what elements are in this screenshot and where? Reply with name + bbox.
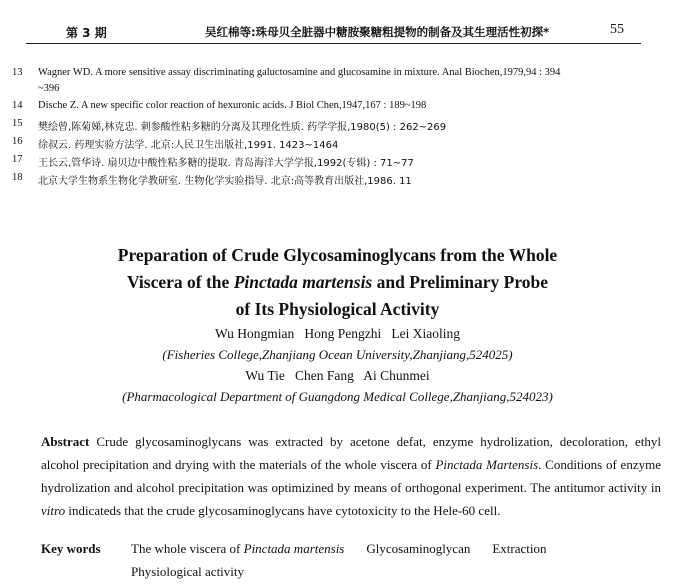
abstract-in-vitro: vitro: [41, 503, 66, 518]
affiliation-2: (Pharmacological Department of Guangdong Medical College,Zhanjiang,524023): [122, 389, 553, 404]
issue-label: 第 3 期: [66, 26, 107, 40]
title-text: and Preliminary Probe: [372, 272, 549, 292]
reference-number: 14: [12, 100, 23, 111]
reference-text: Dische Z. A new specific color reaction of hexuronic acids. J Biol Chen,1947,167 : 189~198: [38, 100, 427, 111]
title-line-3: of Its Physiological Activity: [235, 299, 440, 319]
reference-text: 樊绘曾,陈菊娣,林克忠. 刺参酸性粘多糖的分离及其理化性质. 药学学报,1980(5) : 262~269: [38, 122, 447, 133]
header-rule: [26, 43, 641, 44]
keyword: [131, 541, 344, 556]
reference-text: Wagner WD. A more sensitive assay discriminating galuctosamine and glucosamine in mixture. Anal Biochen,1979,94 : 394: [38, 67, 561, 78]
reference-number: 16: [12, 136, 23, 147]
reference-text: 徐叔云. 药理实验方法学. 北京:人民卫生出版社,1991. 1423~1464: [38, 140, 339, 151]
keywords-label: Key words: [41, 541, 101, 556]
running-title: 吴红棉等:珠母贝全脏器中糖胺聚糖粗提物的制备及其生理活性初探*: [205, 25, 550, 39]
reference-number: 18: [12, 172, 23, 183]
reference-text-cont: ~396: [38, 83, 60, 94]
abstract-text: . Conditions of enzyme hydrolization and alcohol precipitation was optimizined by means of orthogonal experiment. The antitumor activity in: [41, 457, 661, 495]
title-line-2: [0, 272, 675, 293]
title-text: Viscera of the: [126, 272, 234, 292]
keyword-text: The whole viscera of: [131, 541, 244, 556]
reference-number: 15: [12, 118, 23, 129]
reference-number: 17: [12, 154, 23, 165]
authors-group-1: Wu Hongmian Hong Pengzhi Lei Xiaoling: [214, 326, 461, 341]
reference-number: 13: [12, 67, 23, 78]
keyword: Glycosaminoglycan: [366, 541, 471, 556]
keywords-list: [131, 537, 661, 583]
abstract-label: Abstract: [41, 434, 90, 449]
affiliation-1: (Fisheries College,Zhanjiang Ocean University,Zhanjiang,524025): [162, 347, 513, 362]
title-species: Pinctada martensis: [233, 272, 373, 292]
authors-group-2: Wu Tie Chen Fang Ai Chunmei: [245, 368, 430, 383]
reference-text: 王长云,管华诗. 扇贝边中酸性粘多糖的提取. 青岛海洋大学学报,1992(专辑) : 71~77: [38, 158, 414, 169]
abstract-text: Crude glycosaminoglycans was extracted by acetone defat, enzyme hydrolization, decoloration, ethyl alcohol precipitation and drying with the materials of the whole viscera of: [41, 434, 661, 472]
title-line-1: Preparation of Crude Glycosaminoglycans from the Whole: [117, 245, 558, 265]
page-number: 55: [610, 22, 624, 37]
abstract-text: indicateds that the crude glycosaminoglycans have cytotoxicity to the Hele-60 cell.: [65, 503, 501, 518]
keyword: Extraction: [492, 541, 547, 556]
reference-text: 北京大学生物系生物化学教研室. 生物化学实验指导. 北京:高等教育出版社,1986. 11: [38, 176, 412, 187]
abstract-species: Pinctada Martensis: [435, 457, 539, 472]
abstract-paragraph: [41, 430, 661, 522]
page-header: [0, 0, 675, 40]
keyword-species: Pinctada martensis: [243, 541, 345, 556]
keyword: Physiological activity: [131, 564, 245, 579]
